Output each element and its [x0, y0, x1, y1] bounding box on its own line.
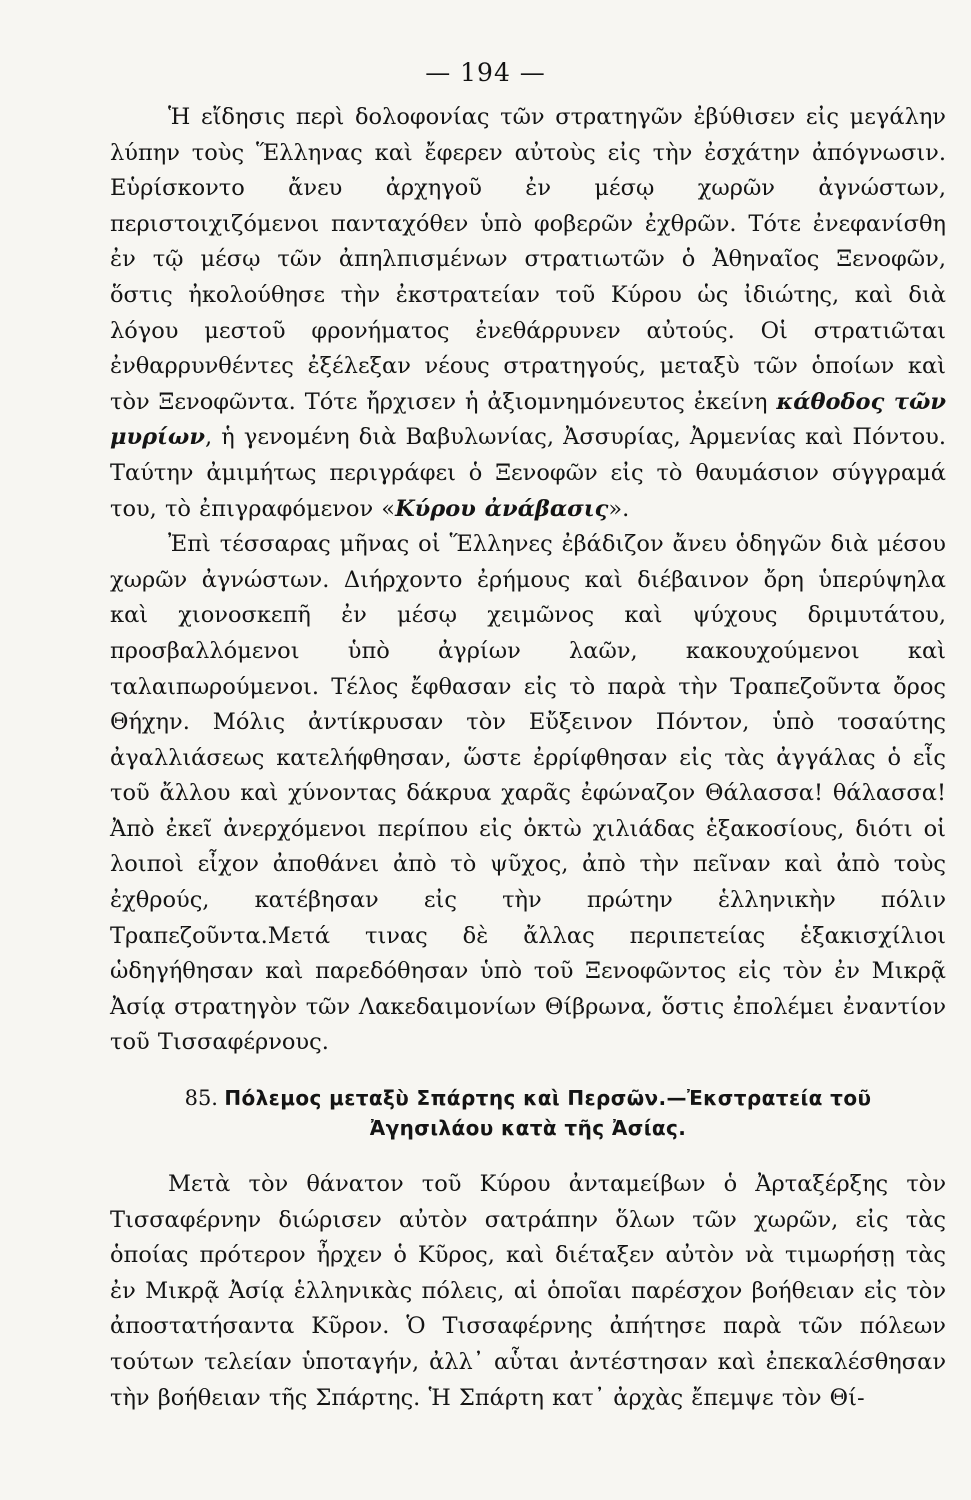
section-number: 85.	[184, 1086, 218, 1111]
emphasis-kathodos: κάθοδος τῶν μυρίων	[110, 388, 946, 451]
paragraph-1-text-b: , ἡ γενομένη διὰ Βαβυλωνίας, Ἀσσυρίας, Ἀρμενίας καὶ Πόντου. Ταύτην ἀμιμήτως περιγράφει ὁ Ξενοφῶν εἰς τὸ θαυμάσιον σύγγραμά του, τὸ ἐπιγραφόμενον «	[110, 424, 946, 522]
paragraph-2: Ἐπὶ τέσσαρας μῆνας οἱ Ἕλληνες ἐβάδιζον ἄνευ ὁδηγῶν διὰ μέσου χωρῶν ἀγνώστων. Διήρχοντο ἐρήμους καὶ διέβαινον ὄρη ὑπερύψηλα καὶ χιονοσκεπῆ ἐν μέσῳ χειμῶνος καὶ ψύχους δριμυτάτου, προσβαλλόμενοι ὑπὸ ἀγρίων λαῶν, κακουχούμενοι καὶ ταλαιπωρούμενοι. Τέλος ἔφθασαν εἰς τὸ παρὰ τὴν Τραπεζοῦντα ὄρος Θήχην. Μόλις ἀντίκρυσαν τὸν Εὔξεινον Πόντον, ὑπὸ τοσαύτης ἀγαλλιάσεως κατελήφθησαν, ὥστε ἐρρίφθησαν εἰς τὰς ἀγγάλας ὁ εἷς τοῦ ἄλλου καὶ χύνοντας δάκρυα χαρᾶς ἐφώναζον Θάλασσα! θάλασσα! Ἀπὸ ἐκεῖ ἀνερχόμενοι περίπου εἰς ὀκτὼ χιλιάδας ἑξακοσίους, διότι οἱ λοιποὶ εἶχον ἀποθάνει ἀπὸ τὸ ψῦχος, ἀπὸ τὴν πεῖναν καὶ ἀπὸ τοὺς ἐχθρούς, κατέβησαν εἰς τὴν πρώτην ἑλληνικὴν πόλιν Τραπεζοῦντα.Μετά τινας δὲ ἄλλας περιπετείας ἑξακισχίλιοι ὡδηγήθησαν καὶ παρεδόθησαν ὑπὸ τοῦ Ξενοφῶντος εἰς τὸν ἐν Μικρᾷ Ἀσίᾳ στρατηγὸν τῶν Λακεδαιμονίων Θίβρωνα, ὅστις ἐπολέμει ἐναντίον τοῦ Τισσαφέρνους.	[110, 531, 946, 1056]
emphasis-kyrou-anabasis: Κύρου ἀνάβασις	[395, 495, 609, 522]
paragraph-1-text-a: Ἡ εἴδησις περὶ δολοφονίας τῶν στρατηγῶν ἐβύθισεν εἰς μεγάλην λύπην τοὺς Ἕλληνας καὶ ἔφερεν αὐτοὺς εἰς τὴν ἐσχάτην ἀπόγνωσιν. Εὑρίσκοντο ἄνευ ἀρχηγοῦ ἐν μέσῳ χωρῶν ἀγνώστων, περιστοιχιζόμενοι πανταχόθεν ὑπὸ φοβερῶν ἐχθρῶν. Τότε ἐνεφανίσθη ἐν τῷ μέσῳ τῶν ἀπηλπισμένων στρατιωτῶν ὁ Ἀθηναῖος Ξενοφῶν, ὅστις ἠκολούθησε τὴν ἐκστρατείαν τοῦ Κύρου ὡς ἰδιώτης, καὶ διὰ λόγου μεστοῦ φρονήματος ἐνεθάρρυνεν αὐτούς. Οἱ στρατιῶται ἐνθαρρυνθέντες ἐξέλεξαν νέους στρατηγούς, μεταξὺ τῶν ὁποίων καὶ τὸν Ξενοφῶντα. Τότε ἤρχισεν ἡ ἀξιομνημόνευτος ἐκείνη	[110, 104, 946, 415]
body-text	[110, 100, 946, 1416]
page-number: — 194 —	[425, 58, 546, 87]
paragraph-1-text-c: ».	[608, 495, 630, 522]
section-heading	[110, 1083, 946, 1143]
paragraph-1	[110, 100, 946, 527]
paragraph-3: Μετὰ τὸν θάνατον τοῦ Κύρου ἀνταμείβων ὁ Ἀρταξέρξης τὸν Τισσαφέρνην διώρισεν αὐτὸν σατράπην ὅλων τῶν χωρῶν, εἰς τὰς ὁποίας πρότερον ἦρχεν ὁ Κῦρος, καὶ διέταξεν αὐτὸν νὰ τιμωρήσῃ τὰς ἐν Μικρᾷ Ἀσίᾳ ἑλληνικὰς πόλεις, αἱ ὁποῖαι παρέσχον βοήθειαν εἰς τὸν ἀποστατήσαντα Κῦρον. Ὁ Τισσαφέρνης ἀπήτησε παρὰ τῶν πόλεων τούτων τελείαν ὑποταγήν, ἀλλ᾽ αὗται ἀντέστησαν καὶ ἐπεκαλέσθησαν τὴν βοήθειαν τῆς Σπάρτης. Ἡ Σπάρτη κατ᾽ ἀρχὰς ἔπεμψε τὸν Θί-	[110, 1171, 946, 1411]
section-title: Πόλεμος μεταξὺ Σπάρτης καὶ Περσῶν.—Ἐκστρατεία τοῦ Ἀγησιλάου κατὰ τῆς Ἀσίας.	[224, 1086, 872, 1141]
